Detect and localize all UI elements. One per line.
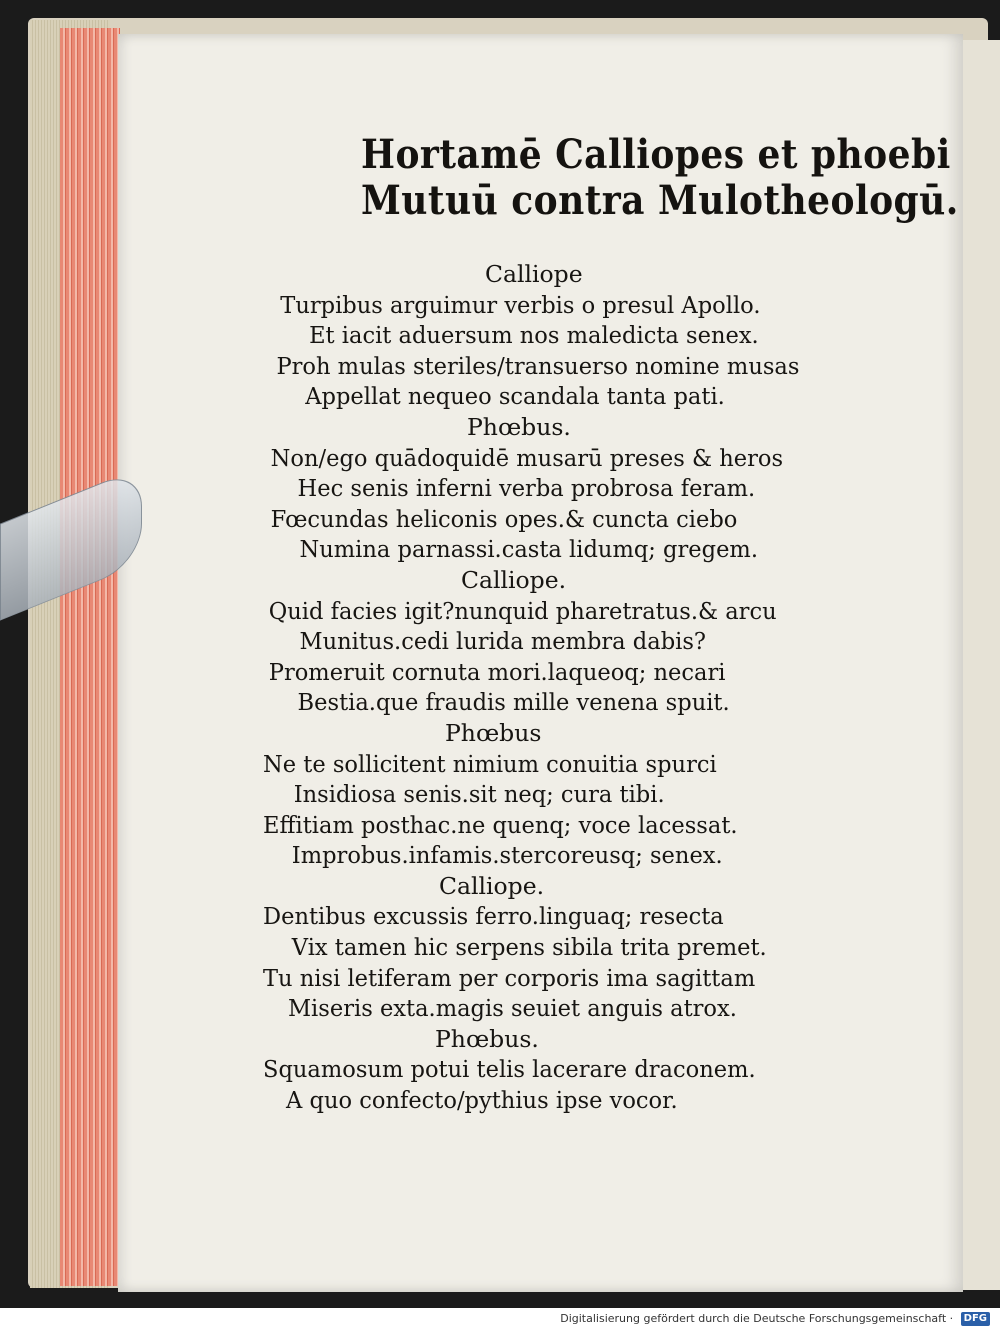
verse-line: Vix tamen hic serpens sibila trita premet. (291, 933, 767, 962)
dfg-logo: DFG (961, 1312, 990, 1326)
verse-line: Hec senis inferni verba probrosa feram. (297, 474, 756, 503)
speaker-label: Phœbus. (467, 412, 571, 441)
verse-line: Quid facies igit?nunquid pharetratus.& arcu (268, 596, 777, 625)
digitization-credit (0, 1308, 1000, 1330)
verse-line: Proh mulas steriles/transuerso nomine musas (276, 351, 800, 380)
verse-line: Dentibus excussis ferro.linguaq; resecta (263, 902, 724, 931)
verse-line: Effitiam posthac.ne quenq; voce lacessat. (263, 810, 738, 839)
title-line-2: Mutuū contra Mulotheologū. (361, 177, 959, 224)
verse-line: Bestia.que fraudis mille venena spuit. (297, 688, 730, 717)
verse-line: Promeruit cornuta mori.laqueoq; necari (268, 657, 726, 686)
speaker-label: Phœbus (445, 718, 542, 747)
poem-body (263, 259, 963, 1116)
speaker-label: Calliope. (461, 565, 567, 594)
speaker-label: Calliope. (439, 871, 545, 900)
verse-line: Et iacit aduersum nos maledicta senex. (309, 321, 759, 350)
red-page-edge (60, 28, 120, 1286)
verse-line: Numina parnassi.casta lidumq; gregem. (299, 535, 758, 564)
verse-line: Squamosum potui telis lacerare draconem. (263, 1055, 756, 1084)
verse-line: Insidiosa senis.sit neq; cura tibi. (293, 780, 665, 809)
credit-text: Digitalisierung gefördert durch die Deutsche Forschungsgemeinschaft · (560, 1312, 954, 1325)
poem-title (330, 131, 959, 224)
verse-line: Turpibus arguimur verbis o presul Apollo. (280, 290, 761, 319)
facing-page-edge (958, 40, 1000, 1290)
verse-line: Non/ego quādoquidē musarū preses & heros (270, 443, 784, 472)
verse-line: Improbus.infamis.stercoreusq; senex. (291, 841, 723, 870)
verse-line: Tu nisi letiferam per corporis ima sagittam (263, 963, 756, 992)
verse-line: Munitus.cedi lurida membra dabis? (299, 627, 707, 656)
verse-line: Miseris exta.magis seuiet anguis atrox. (287, 994, 737, 1023)
speaker-label: Calliope (485, 260, 583, 288)
verse-line: Fœcundas heliconis opes.& cuncta ciebo (270, 504, 738, 533)
verse-line: A quo confecto/pythius ipse vocor. (286, 1086, 678, 1115)
title-line-1: Hortamē Calliopes et phoebi (361, 131, 951, 178)
verse-line: Appellat nequeo scandala tanta pati. (305, 382, 725, 411)
verse-line: Ne te sollicitent nimium conuitia spurci (263, 749, 717, 778)
speaker-label: Phœbus. (435, 1024, 539, 1053)
book-page (118, 34, 963, 1292)
